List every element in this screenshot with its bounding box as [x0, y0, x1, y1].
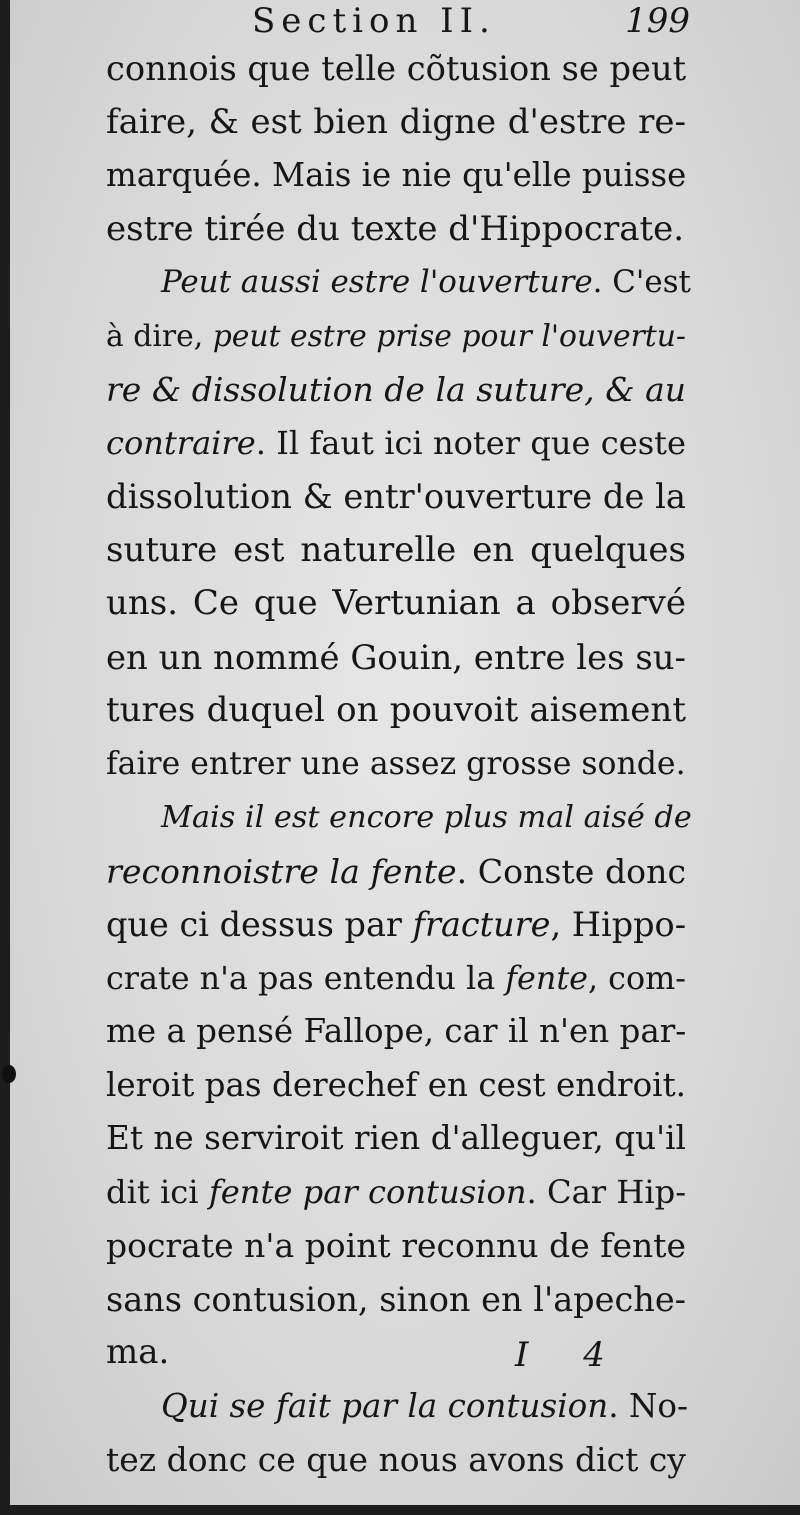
text-line	[106, 524, 686, 578]
text-line	[106, 952, 686, 1006]
italic-text: peut estre prise pour l'ouvertu-	[212, 318, 686, 354]
text-span: dissolution & entr'ouverture de la	[106, 477, 686, 516]
text-line	[106, 1005, 686, 1059]
text-span: . Conste donc	[456, 851, 686, 891]
text-line	[106, 203, 686, 257]
running-title: Section II.	[252, 1, 496, 41]
text-span: . Il faut ici noter que ceste	[255, 423, 686, 462]
text-line	[106, 42, 686, 96]
text-line	[106, 363, 686, 417]
italic-text: fente par contusion	[208, 1172, 527, 1211]
text-line	[106, 845, 686, 899]
text-span: . C'est	[592, 264, 691, 300]
text-line	[106, 1059, 686, 1113]
italic-text: Qui se fait par la contusion	[161, 1386, 609, 1425]
text-line	[106, 577, 686, 631]
text-line	[106, 149, 686, 203]
text-span: . Car Hip-	[526, 1172, 687, 1211]
text-span: dit ici	[106, 1172, 209, 1211]
text-line	[106, 738, 686, 792]
text-span: faire entrer une assez grosse sonde.	[106, 745, 686, 782]
text-line	[106, 417, 686, 471]
italic-text: contraire	[106, 423, 256, 462]
italic-text: fente	[505, 959, 588, 997]
text-span: . No-	[608, 1386, 689, 1425]
body-text	[106, 42, 692, 1487]
text-line	[106, 791, 692, 845]
text-line	[106, 310, 686, 364]
text-span: uns. Ce que Vertunian a observé	[106, 583, 686, 623]
text-line	[106, 1112, 686, 1166]
italic-text: fracture	[412, 905, 551, 944]
text-line	[106, 256, 691, 310]
ink-speck	[2, 1065, 16, 1083]
text-span: marquée. Mais ie nie qu'elle puisse	[106, 156, 687, 194]
text-span: estre tirée du texte d'Hippocrate.	[106, 208, 685, 249]
text-line	[106, 1380, 689, 1434]
text-span: , com-	[587, 959, 687, 997]
text-span: leroit pas derechef en cest endroit.	[106, 1065, 686, 1104]
text-span: Et ne serviroit rien d'alleguer, qu'il	[106, 1119, 686, 1157]
page-header	[240, 2, 690, 40]
text-span: pocrate n'a point reconnu de fente	[106, 1226, 686, 1265]
text-line	[106, 684, 686, 738]
signature-mark: I 4	[515, 1335, 627, 1375]
text-span: tez donc ce que nous avons dict cy	[106, 1440, 686, 1479]
text-line	[106, 1166, 686, 1220]
text-span: sans contusion, sinon en l'apeche-	[106, 1279, 686, 1319]
text-line	[106, 470, 686, 524]
italic-text: re & dissolution de la suture, & au	[106, 370, 686, 409]
text-span: en un nommé Gouin, entre les su-	[106, 637, 686, 677]
text-span: faire, & est bien digne d'estre re-	[106, 101, 686, 142]
book-page	[10, 0, 800, 1505]
text-line	[106, 1219, 686, 1273]
text-span: me a pensé Fallope, car il n'en par-	[106, 1012, 687, 1050]
text-span: suture est naturelle en quelques	[106, 529, 686, 570]
text-line	[106, 631, 686, 685]
text-span: ma.	[106, 1332, 170, 1372]
italic-text: Peut aussi estre l'ouverture	[161, 264, 593, 300]
text-span: crate n'a pas entendu la	[106, 959, 506, 997]
text-line	[106, 898, 686, 952]
text-line	[106, 1273, 686, 1327]
text-span: que ci dessus par	[106, 905, 413, 944]
text-span: tures duquel on pouvoit aisement	[106, 690, 686, 730]
page-number: 199	[625, 1, 690, 41]
italic-text: reconnoistre la fente	[106, 851, 457, 891]
text-span: , Hippo-	[550, 905, 687, 944]
text-span: à dire,	[106, 318, 213, 354]
text-line	[106, 96, 686, 150]
italic-text: Mais il est encore plus mal aisé de	[161, 800, 692, 835]
text-line	[106, 1433, 686, 1487]
text-span: connois que telle cõtusion se peut	[106, 49, 687, 88]
